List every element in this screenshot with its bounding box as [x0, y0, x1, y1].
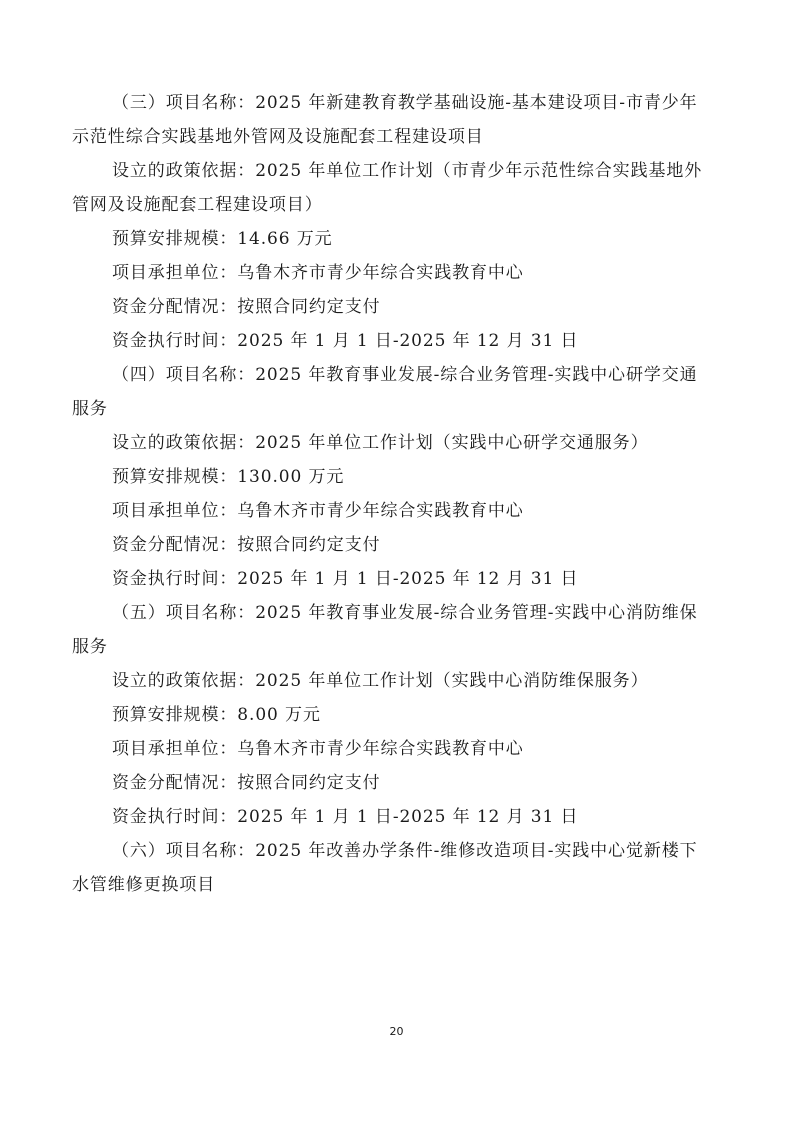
- fund-allocation: 资金分配情况：按照合同约定支付: [112, 535, 381, 555]
- execution-period: 资金执行时间：2025 年 1 月 1 日-2025 年 12 月 31 日: [112, 331, 579, 351]
- fund-allocation: 资金分配情况：按照合同约定支付: [112, 297, 381, 317]
- project-section-5: [72, 596, 722, 834]
- budget-scale: 预算安排规模：14.66 万元: [112, 229, 333, 249]
- fund-allocation: 资金分配情况：按照合同约定支付: [112, 773, 381, 793]
- project-title-continuation: 服务: [72, 637, 108, 657]
- project-title-line: （四）项目名称：2025 年教育事业发展-综合业务管理-实践中心研学交通: [112, 365, 698, 385]
- document-body: [72, 86, 722, 902]
- responsible-unit: 项目承担单位：乌鲁木齐市青少年综合实践教育中心: [112, 263, 524, 283]
- policy-basis-continuation: 管网及设施配套工程建设项目）: [72, 195, 323, 215]
- project-title-continuation: 水管维修更换项目: [72, 875, 216, 895]
- responsible-unit: 项目承担单位：乌鲁木齐市青少年综合实践教育中心: [112, 501, 524, 521]
- responsible-unit: 项目承担单位：乌鲁木齐市青少年综合实践教育中心: [112, 739, 524, 759]
- project-title-line: （三）项目名称：2025 年新建教育教学基础设施-基本建设项目-市青少年: [112, 93, 698, 113]
- project-title-line: （五）项目名称：2025 年教育事业发展-综合业务管理-实践中心消防维保: [112, 603, 698, 623]
- execution-period: 资金执行时间：2025 年 1 月 1 日-2025 年 12 月 31 日: [112, 807, 579, 827]
- project-section-3: [72, 86, 722, 358]
- policy-basis-line: 设立的政策依据：2025 年单位工作计划（实践中心消防维保服务）: [112, 671, 649, 691]
- project-title-continuation: 示范性综合实践基地外管网及设施配套工程建设项目: [72, 127, 484, 147]
- policy-basis-line: 设立的政策依据：2025 年单位工作计划（市青少年示范性综合实践基地外: [112, 161, 703, 181]
- policy-basis-line: 设立的政策依据：2025 年单位工作计划（实践中心研学交通服务）: [112, 433, 649, 453]
- project-section-6: [72, 834, 722, 902]
- page-number: 20: [389, 1025, 404, 1038]
- budget-scale: 预算安排规模：8.00 万元: [112, 705, 321, 725]
- execution-period: 资金执行时间：2025 年 1 月 1 日-2025 年 12 月 31 日: [112, 569, 579, 589]
- project-title-line: （六）项目名称：2025 年改善办学条件-维修改造项目-实践中心觉新楼下: [112, 841, 698, 861]
- budget-scale: 预算安排规模：130.00 万元: [112, 467, 345, 487]
- project-section-4: [72, 358, 722, 596]
- project-title-continuation: 服务: [72, 399, 108, 419]
